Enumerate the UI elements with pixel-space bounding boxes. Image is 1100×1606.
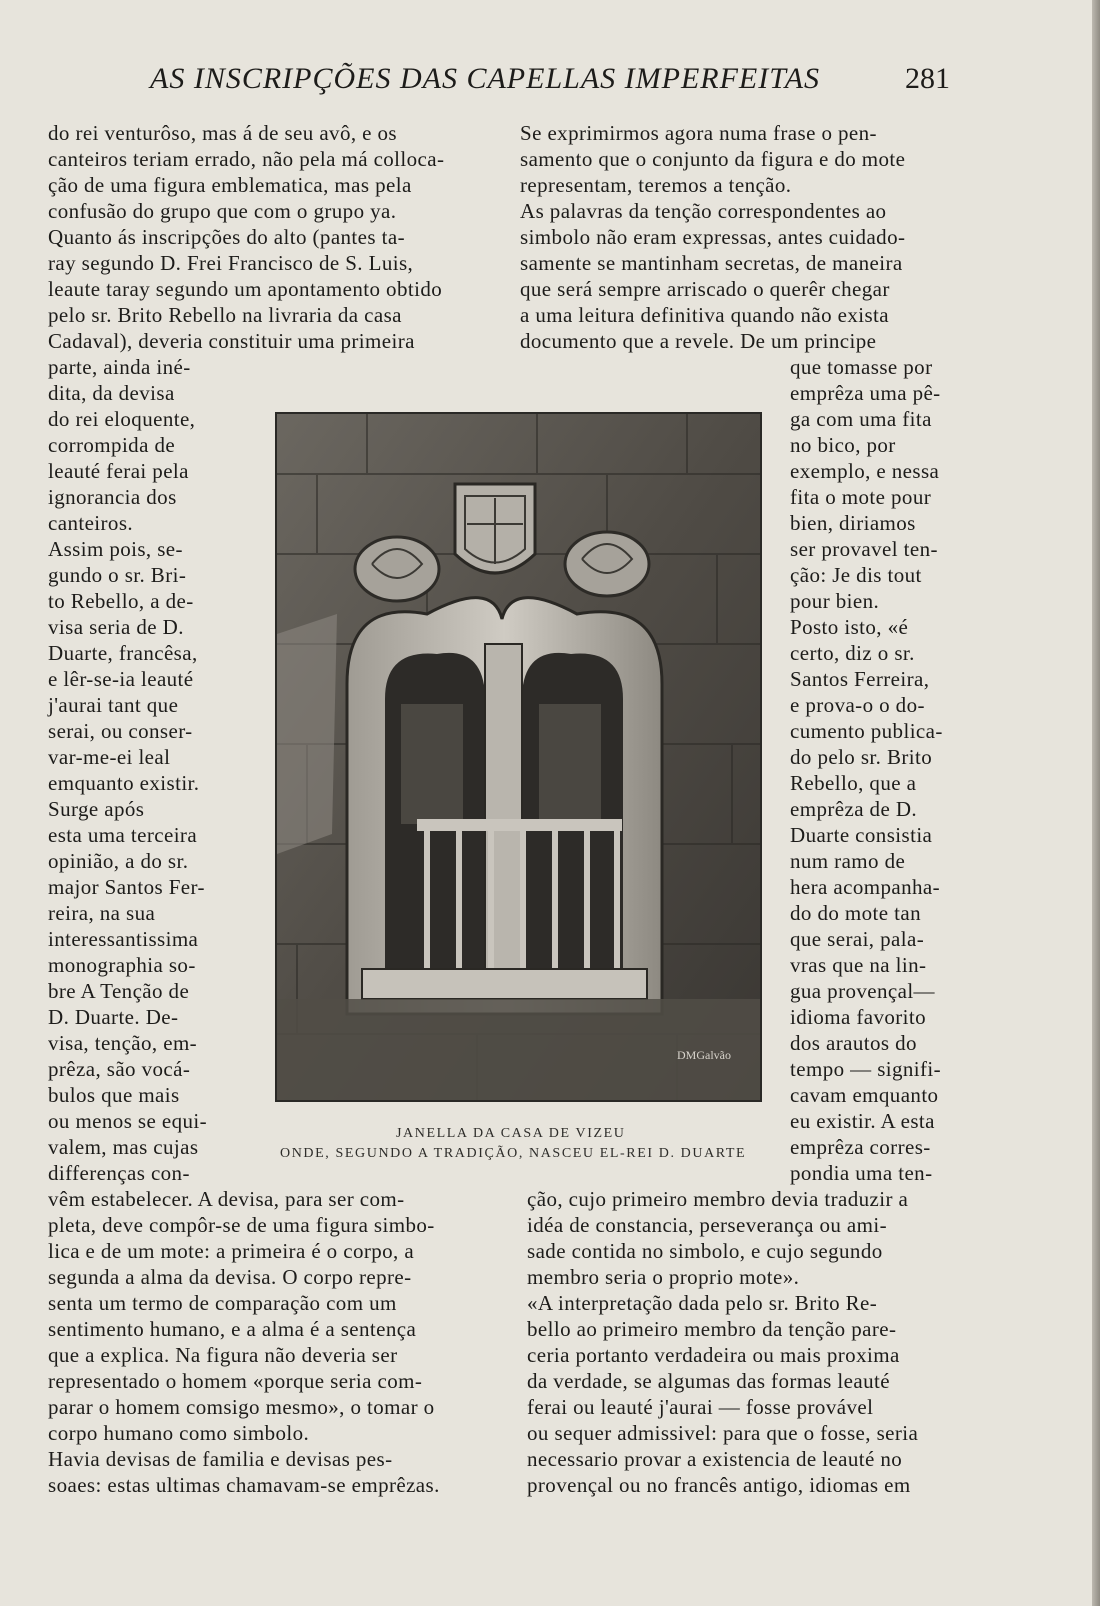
- left_column-line: confusão do grupo que com o grupo ya.: [48, 199, 397, 223]
- window-photograph: [275, 412, 762, 1102]
- right_column-line: provençal ou no francês antigo, idiomas em: [527, 1473, 911, 1497]
- right_column-line: sade contida no simbolo, e cujo segundo: [527, 1239, 883, 1263]
- right_column-line: ceria portanto verdadeira ou mais proxima: [527, 1343, 900, 1367]
- right_column-line: samente se mantinham secretas, de maneira: [520, 251, 903, 275]
- right_column-line: pour bien.: [790, 589, 880, 613]
- left_column-line: soaes: estas ultimas chamavam-se emprêzas.: [48, 1473, 440, 1497]
- left_column-line: corrompida de: [48, 433, 176, 457]
- left_column-line: Assim pois, se-: [48, 537, 183, 561]
- right_column-line: ou sequer admissivel: para que o fosse, seria: [527, 1421, 919, 1445]
- left_column-line: pleta, deve compôr-se de uma figura simbo-: [48, 1213, 435, 1237]
- right_column-line: ga com uma fita: [790, 407, 932, 431]
- left_column-line: Duarte, francêsa,: [48, 641, 198, 665]
- right_column-line: gua provençal—: [790, 979, 935, 1003]
- page-edge: [1092, 0, 1100, 1606]
- right_column-line: bien, diriamos: [790, 511, 916, 535]
- right_column-line: cavam emquanto: [790, 1083, 939, 1107]
- left_column-line: j'aurai tant que: [48, 693, 179, 717]
- right_column-line: As palavras da tenção correspondentes ao: [520, 199, 887, 223]
- left_column-line: senta um termo de comparação com um: [48, 1291, 397, 1315]
- right_column-line: que tomasse por: [790, 355, 933, 379]
- right_column-line: ser provavel ten-: [790, 537, 938, 561]
- left_column-line: bulos que mais: [48, 1083, 180, 1107]
- left_column-line: opinião, a do sr.: [48, 849, 189, 873]
- left_column-line: Cadaval), deveria constituir uma primeira: [48, 329, 415, 353]
- left_column-line: parte, ainda iné-: [48, 355, 191, 379]
- left_column-line: monographia so-: [48, 953, 196, 977]
- right_column-line: a uma leitura definitiva quando não exista: [520, 303, 890, 327]
- right_column-line: documento que a revele. De um principe: [520, 329, 877, 353]
- left_column-line: esta uma terceira: [48, 823, 198, 847]
- left_column-line: parar o homem comsigo mesmo», o tomar o: [48, 1395, 435, 1419]
- left_column-line: visa, tenção, em-: [48, 1031, 198, 1055]
- right_column-line: Posto isto, «é: [790, 615, 909, 639]
- left_column-line: visa seria de D.: [48, 615, 184, 639]
- left_column-line: differenças con-: [48, 1161, 190, 1185]
- right_column-line: vras que na lin-: [790, 953, 927, 977]
- left_column-line: representado o homem «porque seria com-: [48, 1369, 423, 1393]
- left_column-line: canteiros.: [48, 511, 134, 535]
- left_column-line: ção de uma figura emblematica, mas pela: [48, 173, 412, 197]
- right_column-line: ção: Je dis tout: [790, 563, 922, 587]
- right_column-line: idéa de constancia, perseverança ou ami-: [527, 1213, 887, 1237]
- right_column-line: Se exprimirmos agora numa frase o pen-: [520, 121, 877, 145]
- right_column-line: no bico, por: [790, 433, 896, 457]
- left_column-line: do rei eloquente,: [48, 407, 196, 431]
- left_column-line: Havia devisas de familia e devisas pes-: [48, 1447, 393, 1471]
- right_column-line: ferai ou leauté j'aurai — fosse provável: [527, 1395, 874, 1419]
- right_column-line: emprêza uma pê-: [790, 381, 941, 405]
- right_column-line: necessario provar a existencia de leauté no: [527, 1447, 903, 1471]
- right_column-line: Duarte consistia: [790, 823, 933, 847]
- right_column-line: que serai, pala-: [790, 927, 925, 951]
- right_column-line: eu existir. A esta: [790, 1109, 935, 1133]
- left_column-line: reira, na sua: [48, 901, 156, 925]
- left_column-line: e lêr-se-ia leauté: [48, 667, 194, 691]
- right_column-line: ção, cujo primeiro membro devia traduzir a: [527, 1187, 909, 1211]
- left_column-line: lica e de um mote: a primeira é o corpo, a: [48, 1239, 415, 1263]
- left_column-line: emquanto existir.: [48, 771, 200, 795]
- left_column-line: canteiros teriam errado, não pela má colloca-: [48, 147, 445, 171]
- right_column-line: que será sempre arriscado o querêr chegar: [520, 277, 890, 301]
- running-title: AS INSCRIPÇÕES DAS CAPELLAS IMPERFEITAS: [150, 62, 821, 95]
- photo-signature: DMGalvão: [677, 1048, 731, 1062]
- left_column-line: major Santos Fer-: [48, 875, 205, 899]
- right_column-line: e prova-o o do-: [790, 693, 925, 717]
- left_column-line: que a explica. Na figura não deveria ser: [48, 1343, 398, 1367]
- left_column-line: D. Duarte. De-: [48, 1005, 179, 1029]
- right_column-line: samento que o conjunto da figura e do mote: [520, 147, 906, 171]
- right_column-line: exemplo, e nessa: [790, 459, 940, 483]
- left_column-line: sentimento humano, e a alma é a sentença: [48, 1317, 417, 1341]
- left_column-line: pelo sr. Brito Rebello na livraria da casa: [48, 303, 402, 327]
- left_column-line: leauté ferai pela: [48, 459, 189, 483]
- right_column-line: do pelo sr. Brito: [790, 745, 933, 769]
- left_column-line: segunda a alma da devisa. O corpo repre-: [48, 1265, 412, 1289]
- right_column-line: membro seria o proprio mote».: [527, 1265, 800, 1289]
- right_column-line: idioma favorito: [790, 1005, 927, 1029]
- left_column-line: prêza, são vocá-: [48, 1057, 191, 1081]
- right_column-line: simbolo não eram expressas, antes cuidado-: [520, 225, 906, 249]
- figure-caption-line-2: ONDE, SEGUNDO A TRADIÇÃO, NASCEU EL-REI D. DUARTE: [280, 1146, 747, 1161]
- right_column-line: hera acompanha-: [790, 875, 940, 899]
- right_column-line: «A interpretação dada pelo sr. Brito Re-: [527, 1291, 878, 1315]
- figure-caption-line-1: JANELLA DA CASA DE VIZEU: [396, 1126, 626, 1141]
- page-number: 281: [905, 62, 950, 95]
- right_column-line: Rebello, que a: [790, 771, 917, 795]
- right_column-line: bello ao primeiro membro da tenção pare-: [527, 1317, 897, 1341]
- right_column-line: cumento publica-: [790, 719, 943, 743]
- left_column-line: serai, ou conser-: [48, 719, 193, 743]
- right_column-line: pondia uma ten-: [790, 1161, 933, 1185]
- left_column-line: Quanto ás inscripções do alto (pantes ta-: [48, 225, 405, 249]
- left_column-line: to Rebello, a de-: [48, 589, 194, 613]
- left_column-line: Surge após: [48, 797, 145, 821]
- right_column-line: tempo — signifi-: [790, 1057, 942, 1081]
- left_column-line: interessantissima: [48, 927, 199, 951]
- left_column-line: gundo o sr. Bri-: [48, 563, 187, 587]
- left_column-line: ray segundo D. Frei Francisco de S. Luis,: [48, 251, 414, 275]
- left_column-line: dita, da devisa: [48, 381, 175, 405]
- right_column-line: emprêza corres-: [790, 1135, 931, 1159]
- left_column-line: ignorancia dos: [48, 485, 177, 509]
- left_column-line: do rei venturôso, mas á de seu avô, e os: [48, 121, 397, 145]
- right_column-line: certo, diz o sr.: [790, 641, 915, 665]
- right_column-line: do do mote tan: [790, 901, 921, 925]
- left_column-line: vêm estabelecer. A devisa, para ser com-: [48, 1187, 405, 1211]
- left_column-line: bre A Tenção de: [48, 979, 190, 1003]
- right_column-line: representam, teremos a tenção.: [520, 173, 792, 197]
- right_column-line: Santos Ferreira,: [790, 667, 930, 691]
- left_column-line: ou menos se equi-: [48, 1109, 208, 1133]
- left_column-line: valem, mas cujas: [48, 1135, 199, 1159]
- left_column-line: leaute taray segundo um apontamento obtido: [48, 277, 443, 301]
- right_column-line: fita o mote pour: [790, 485, 932, 509]
- right_column-line: dos arautos do: [790, 1031, 917, 1055]
- right_column-line: da verdade, se algumas das formas leauté: [527, 1369, 890, 1393]
- left_column-line: corpo humano como simbolo.: [48, 1421, 310, 1445]
- right_column-line: num ramo de: [790, 849, 906, 873]
- right_column-line: emprêza de D.: [790, 797, 918, 821]
- left_column-line: var-me-ei leal: [48, 745, 171, 769]
